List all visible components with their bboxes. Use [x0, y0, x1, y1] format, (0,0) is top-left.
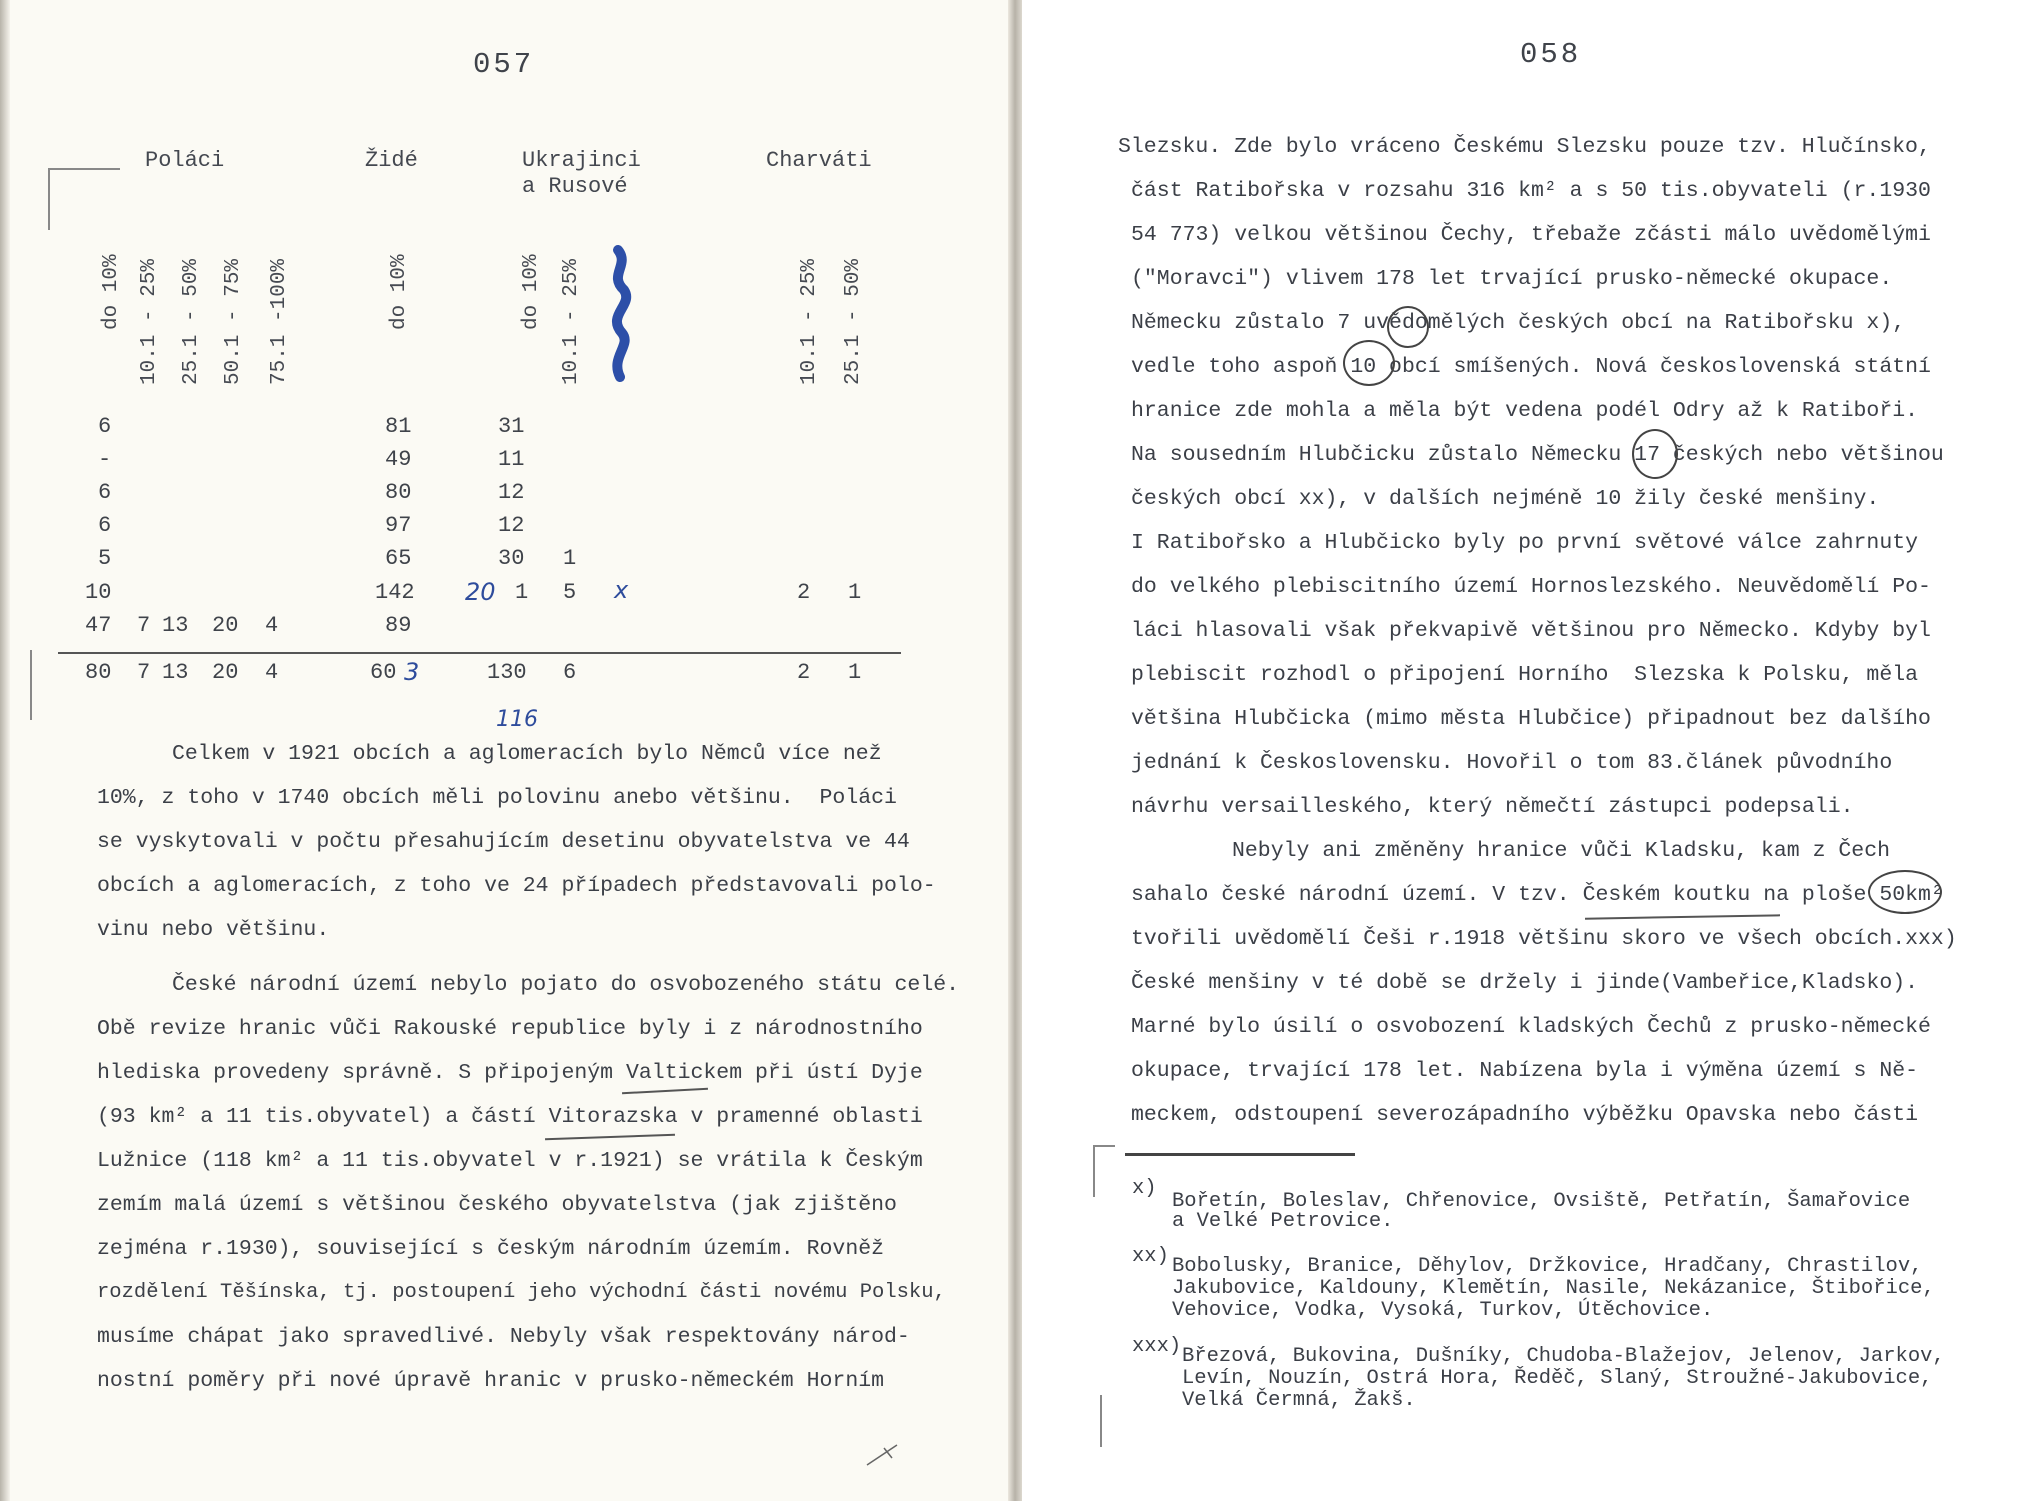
paragraph-line: do velkého plebiscitního území Hornoslezského. Neuvědomělí Po- — [1131, 575, 1931, 599]
paragraph-line: (93 km² a 11 tis.obyvatel) a částí Vitorazska v pramenné oblasti — [97, 1105, 923, 1129]
footnote-bracket-top — [1093, 1145, 1115, 1197]
subhead-ukr-10-25: 10.1 - 25% — [560, 258, 583, 385]
paragraph-line: hlediska provedeny správně. S připojeným Valtickem při ústí Dyje — [97, 1061, 923, 1085]
footnote-separator — [1125, 1153, 1355, 1156]
paragraph-line: láci hlasovali však překvapivě většinou pro Německo. Kdyby byl — [1131, 619, 1931, 643]
paragraph-line: ("Moravci") vlivem 178 let trvající prusko-německé okupace. — [1131, 267, 1893, 291]
paragraph-line: Celkem v 1921 obcích a aglomeracích bylo Němců více než — [172, 742, 882, 766]
paragraph-line: jednání k Československu. Hovořil o tom 83.článek původního — [1131, 751, 1893, 775]
paragraph-line: České národní území nebylo pojato do osvobozeného státu celé. — [172, 973, 960, 997]
left-page-edge — [0, 0, 10, 1501]
paragraph-line: českých obcí xx), v dalších nejméně 10 žily české menšiny. — [1131, 487, 1880, 511]
paragraph-line: většina Hlubčicka (mimo města Hlubčice) připadnout bez dalšího — [1131, 707, 1931, 731]
subhead-polaci-75-100: 75.1 -100% — [268, 258, 291, 385]
subhead-polaci-10-25: 10.1 - 25% — [138, 258, 161, 385]
paragraph-line: I Ratibořsko a Hlubčicko byly po první světové válce zahrnuty — [1131, 531, 1919, 555]
paragraph-line: vinu nebo většinu. — [97, 918, 330, 942]
col-group-charvati: Charváti — [766, 148, 872, 173]
circle-mark-10 — [1343, 340, 1395, 386]
paragraph-line: Německu zůstalo 7 uvědomělých českých obcí na Ratibořsku x), — [1131, 311, 1906, 335]
blue-scribble-mark — [600, 245, 640, 385]
subhead-polaci-50-75: 50.1 - 75% — [222, 258, 245, 385]
paragraph-line: Slezsku. Zde bylo vráceno Českému Slezsku pouze tzv. Hlučínsko, — [1118, 135, 1931, 159]
paragraph-line: 10%, z toho v 1740 obcích měli polovinu anebo většinu. Poláci — [97, 786, 897, 810]
subhead-polaci-do10: do 10% — [100, 254, 123, 330]
paragraph-line: okupace, trvající 178 let. Nabízena byla i výměna území s Ně- — [1131, 1059, 1919, 1083]
corner-pen-mark — [862, 1440, 902, 1470]
paragraph-line: musíme chápat jako spravedlivé. Nebyly však respektovány národ- — [97, 1325, 910, 1349]
subhead-charvati-10-25: 10.1 - 25% — [798, 258, 821, 385]
book-spine — [1008, 0, 1022, 1501]
paragraph-line: Nebyly ani změněny hranice vůči Kladsku, kam z Čech — [1232, 839, 1891, 863]
paragraph-line: obcích a aglomeracích, z toho ve 24 případech představovali polo- — [97, 874, 936, 898]
subhead-charvati-25-50: 25.1 - 50% — [842, 258, 865, 385]
paragraph-line: plebiscit rozhodl o připojení Horního Slezska k Polsku, měla — [1131, 663, 1919, 687]
table-total-rule — [58, 652, 901, 654]
paragraph-line: Obě revize hranic vůči Rakouské republice byly i z národnostního — [97, 1017, 923, 1041]
paragraph-line: vedle toho aspoň 10 obcí smíšených. Nová československá státní — [1131, 355, 1931, 379]
paragraph-line: České menšiny v té době se držely i jinde(Vambeřice,Kladsko). — [1131, 971, 1919, 995]
paragraph-line: zejména r.1930), související s českým národním územím. Rovněž — [97, 1237, 885, 1261]
subhead-ukr-do10: do 10% — [520, 254, 543, 330]
paragraph-line: návrhu versailleského, který němečtí zástupci podepsali. — [1131, 795, 1854, 819]
page-number-left: 057 — [473, 48, 535, 81]
paragraph-line: se vyskytovali v počtu přesahujícím desetinu obyvatelstva ve 44 — [97, 830, 910, 854]
circle-mark-50km — [1868, 870, 1942, 914]
subhead-polaci-25-50: 25.1 - 50% — [180, 258, 203, 385]
footnote-bracket-bottom — [1100, 1395, 1102, 1447]
paragraph-line: část Ratibořska v rozsahu 316 km² a s 50 tis.obyvateli (r.1930 — [1131, 179, 1931, 203]
circle-mark-7 — [1387, 306, 1429, 348]
paragraph-line: Na sousedním Hlubčicku zůstalo Německu 17 českých nebo většinou — [1131, 443, 1944, 467]
margin-bracket-top — [48, 168, 120, 230]
margin-bracket-mid — [30, 650, 32, 720]
page-number-right: 058 — [1520, 38, 1582, 71]
paragraph-line: meckem, odstoupení severozápadního výběžku Opavska nebo části — [1131, 1103, 1919, 1127]
paragraph-line: 54 773) velkou většinou Čechy, třebaže zčásti málo uvědomělými — [1131, 223, 1931, 247]
paragraph-line: rozdělení Těšínska, tj. postoupení jeho východní části novému Polsku, — [97, 1281, 946, 1304]
paragraph-line: Marné bylo úsilí o osvobození kladských Čechů z prusko-německé — [1131, 1015, 1931, 1039]
col-group-zide: Židé — [365, 148, 418, 173]
paragraph-line: sahalo české národní území. V tzv. Českém koutku na ploše 50km² — [1131, 883, 1944, 907]
paragraph-line: hranice zde mohla a měla být vedena podél Odry až k Ratiboři. — [1131, 399, 1919, 423]
col-group-ukrajinci: Ukrajinci a Rusové — [522, 148, 641, 199]
paragraph-line: tvořili uvědomělí Češi r.1918 většinu skoro ve všech obcích.xxx) — [1131, 927, 1957, 951]
col-group-polaci: Poláci — [145, 148, 225, 173]
circle-mark-17 — [1632, 429, 1678, 479]
handwritten-note-116: 116 — [496, 707, 538, 732]
paragraph-line: Lužnice (118 km² a 11 tis.obyvatel v r.1921) se vrátila k Českým — [97, 1149, 923, 1173]
subhead-zide-do10: do 10% — [388, 254, 411, 330]
paragraph-line: zemím malá území s většinou českého obyvatelstva (jak zjištěno — [97, 1193, 897, 1217]
paragraph-line: nostní poměry při nové úpravě hranic v prusko-německém Horním — [97, 1369, 885, 1393]
